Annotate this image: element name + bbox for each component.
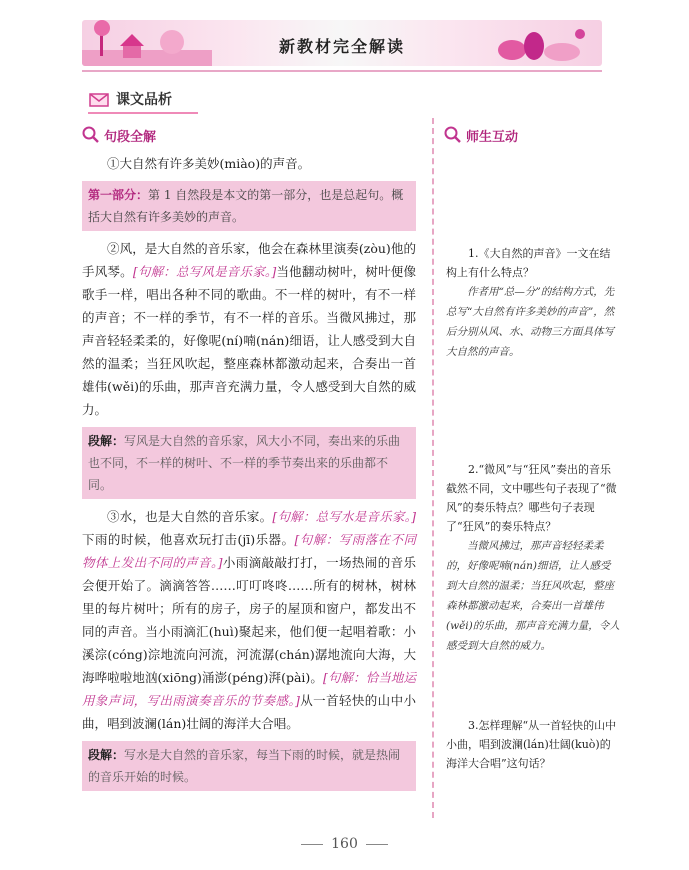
- duanjie-box-2: [82, 741, 416, 791]
- subheading-label: 师生互动: [466, 129, 519, 145]
- paragraph-3-text-a: ③水，也是大自然的音乐家。: [107, 509, 273, 524]
- page-dash-right: [366, 844, 388, 845]
- paragraph-3-text-c: 小雨滴敲敲打打，一场热闹的音乐会便开始了。滴滴答答……叮叮咚咚……所有的树林，树林里的每片树叶；所有的房子，房子的屋顶和窗户，都发出不同的声音。当小雨滴汇(huì)聚起来，他们便一起唱着歌：小溪淙(cóng)淙地流向河流，河流潺(chán)潺地流向大海，大海哗啦啦地汹(xiōng)涌澎(péng)湃(pài)。: [82, 555, 416, 685]
- magnifier-icon: [444, 126, 462, 144]
- paragraph-2-text-a: ②风，是大自然的音乐家，他会在森林里演奏(zòu)他的手风琴。: [82, 241, 416, 279]
- qa-item-1: [446, 244, 620, 362]
- answer-2: 当微风拂过，那声音轻轻柔柔的，好像呢喃(nán)细语，让人感受到大自然的温柔；当狂风吹起，整座森林都激动起来，合奏出一首雄伟(wěi)的乐曲，那声音充满力量，令人感受到大自然的威力。: [446, 540, 620, 652]
- subheading-shisheng: [444, 122, 620, 148]
- duanjie-text: 写水是大自然的音乐家，每当下雨的时候，就是热闹的音乐开始的时候。: [88, 748, 401, 784]
- duanjie-text: 写风是大自然的音乐家，风大小不同，奏出来的乐曲也不同，不一样的树叶、不一样的季节奏出来的乐曲都不同。: [88, 434, 401, 492]
- page-number-value: 160: [331, 836, 358, 852]
- header-banner: [82, 20, 602, 66]
- qa-item-3: [446, 716, 620, 773]
- page-dash-left: [301, 844, 323, 845]
- question-2: 2.“微风”与“狂风”奏出的音乐截然不同，文中哪些句子表现了“微风”的奏乐特点？哪些句子表现了“狂风”的奏乐特点？: [446, 463, 617, 533]
- page-number: [0, 836, 689, 852]
- sentence-note: [句解：总写水是音乐家。]: [272, 509, 416, 524]
- duanjie-label: 段解：: [88, 434, 125, 448]
- sidebar-column: [432, 118, 620, 818]
- answer-1: 作者用“总—分”的结构方式，先总写“大自然有许多美妙的声音”，然后分别从风、水、动物三方面具体写大自然的声音。: [446, 286, 615, 358]
- paragraph-3-text-d: 从一首轻快的山中小曲，唱到波澜(lán)壮阔的海洋大合唱。: [82, 693, 416, 731]
- book-title: 新教材完全解读: [278, 37, 405, 56]
- paragraph-3: [82, 505, 416, 735]
- part1-label: 第一部分：: [88, 188, 149, 202]
- duanjie-box-1: [82, 427, 416, 499]
- sentence-note: [句解：总写风是音乐家。]: [132, 264, 277, 279]
- header-rule: [82, 70, 602, 72]
- magnifier-icon: [82, 126, 100, 144]
- paragraph-1: ①大自然有许多美妙(miào)的声音。: [107, 156, 311, 171]
- part1-summary-box: [82, 181, 416, 231]
- envelope-icon: [88, 89, 110, 109]
- sentence-note: [句解：写雨落在不同物体上发出不同的声音。]: [82, 532, 416, 570]
- section-title: 课文品析: [116, 92, 172, 108]
- question-3: 3.怎样理解“从一首轻快的山中小曲，唱到波澜(lán)壮阔(kuò)的海洋大合唱”这句话？: [446, 719, 617, 770]
- duanjie-label: 段解：: [88, 748, 125, 762]
- section-heading: [88, 86, 172, 112]
- subheading-juduan: [82, 122, 416, 148]
- paragraph-2: [82, 237, 416, 421]
- main-text-column: [82, 118, 416, 818]
- paragraph-2-text-b: 当他翻动树叶，树叶便像歌手一样，唱出各种不同的歌曲。不一样的树叶，有不一样的声音；不一样的季节，有不一样的音乐。当微风拂过，那声音轻轻柔柔的，好像呢(ní)喃(nán)细语，让人感受到大自然的温柔；当狂风吹起，整座森林都激动起来，合奏出一首雄伟(wěi)的乐曲，那声音充满力量，令人感受到大自然的威力。: [82, 264, 416, 417]
- sentence-note: [句解：恰当地运用象声词，写出雨演奏音乐的节奏感。]: [82, 670, 416, 708]
- subheading-label: 句段全解: [104, 129, 157, 145]
- section-rule: [88, 112, 198, 114]
- part1-text: 第 1 自然段是本文的第一部分，也是总起句。概括大自然有许多美妙的声音。: [88, 188, 404, 224]
- question-1: 1.《大自然的声音》一文在结构上有什么特点？: [446, 247, 611, 279]
- qa-item-2: [446, 460, 620, 656]
- paragraph-3-text-b: 下雨的时候，他喜欢玩打击(jī)乐器。: [82, 532, 295, 547]
